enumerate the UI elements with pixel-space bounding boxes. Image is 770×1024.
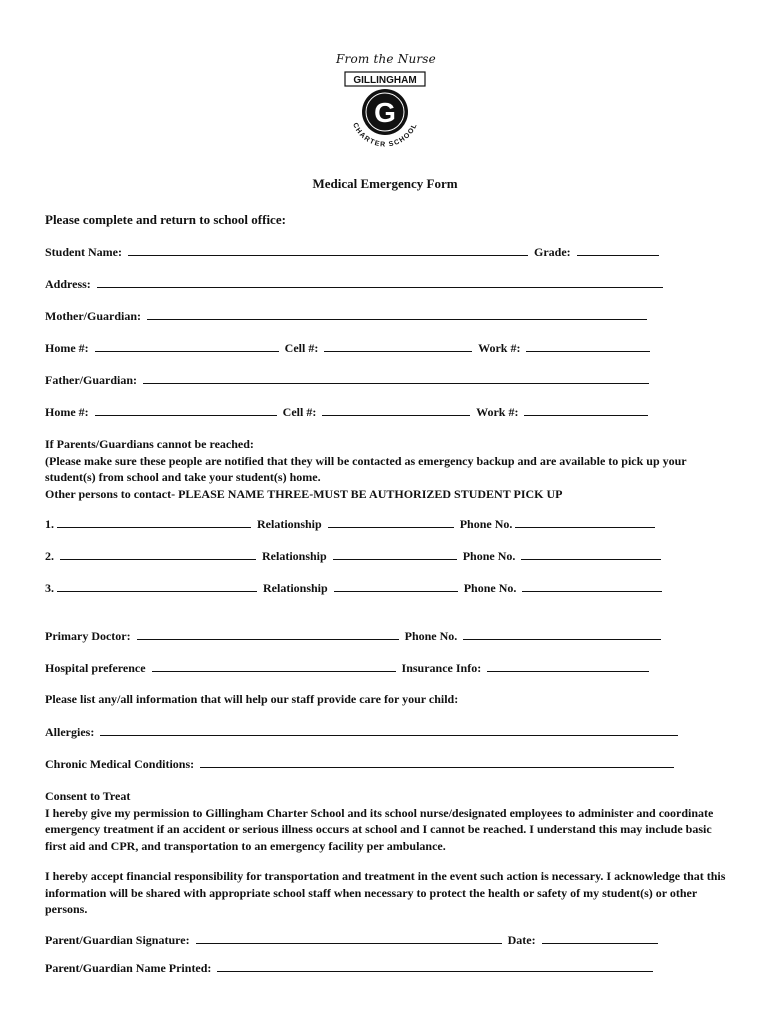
insurance-label: Insurance Info: (401, 661, 482, 675)
contact1-relationship-field[interactable] (328, 516, 454, 528)
home-phone-row-1 (45, 340, 653, 356)
chronic-row (45, 756, 677, 772)
allergies-label: Allergies: (45, 725, 95, 739)
cell1-label: Cell #: (284, 341, 319, 355)
student-name-field[interactable] (128, 244, 528, 256)
address-row (45, 276, 666, 292)
from-the-nurse-title: From the Nurse (336, 52, 436, 66)
doctor-phone-field[interactable] (463, 628, 661, 640)
mother-field[interactable] (147, 308, 647, 320)
contacts-instruction: Other persons to contact- PLEASE NAME THREE-MUST BE AUTHORIZED STUDENT PICK UP (45, 486, 563, 501)
chronic-label: Chronic Medical Conditions: (45, 757, 195, 771)
contacts-note: (Please make sure these people are notified that they will be contacted as emergency backup and are available to pick up your student(s) from school and take your student(s) home. (45, 453, 687, 484)
instruction-text: Please complete and return to school office: (45, 212, 286, 227)
home2-label: Home #: (45, 405, 89, 419)
contact2-phone-field[interactable] (521, 548, 661, 560)
form-title: Medical Emergency Form (312, 176, 458, 191)
doctor-label: Primary Doctor: (45, 629, 131, 643)
contact1-relationship-label: Relationship (257, 517, 322, 531)
home-phone-row-2 (45, 404, 651, 420)
father-row (45, 372, 652, 388)
contact1-num: 1. (45, 517, 54, 531)
contact2-phone-label: Phone No. (462, 549, 516, 563)
care-info-prompt: Please list any/all information that will help our staff provide care for your child: (45, 692, 459, 706)
insurance-field[interactable] (487, 660, 649, 672)
doctor-row (45, 628, 664, 644)
contacts-heading: If Parents/Guardians cannot be reached: (45, 437, 254, 451)
student-name-label: Student Name: (45, 245, 122, 259)
allergies-field[interactable] (100, 724, 678, 736)
work1-label: Work #: (478, 341, 521, 355)
logo-letter: G (374, 97, 396, 128)
home2-field[interactable] (95, 404, 277, 416)
financial-section (45, 868, 735, 918)
contact2-relationship-label: Relationship (262, 549, 327, 563)
hospital-field[interactable] (152, 660, 396, 672)
contact3-phone-field[interactable] (522, 580, 662, 592)
contact3-name-field[interactable] (57, 580, 257, 592)
contacts-section (45, 436, 735, 502)
chronic-field[interactable] (200, 756, 674, 768)
consent-section (45, 788, 735, 854)
contact-row-1 (45, 516, 658, 532)
student-name-row (45, 244, 662, 260)
signature-row (45, 932, 661, 948)
father-label: Father/Guardian: (45, 373, 137, 387)
contact3-relationship-label: Relationship (263, 581, 328, 595)
contact1-phone-label: Phone No. (459, 517, 513, 531)
consent-text: I hereby give my permission to Gillingham Charter School and its school nurse/designated employees to administer and coordinate emergency treatment if an accident or serious illness occurs at school and I cannot be reached. I understand this may include basic first aid and CPR, and transportation to an emergency facility per ambulance. (45, 805, 714, 853)
contact3-num: 3. (45, 581, 54, 595)
logo-arc-path-text: CHARTER SCHOOL (351, 121, 419, 149)
contact2-relationship-field[interactable] (333, 548, 457, 560)
doctor-phone-label: Phone No. (404, 629, 458, 643)
address-field[interactable] (97, 276, 663, 288)
name-printed-row (45, 960, 656, 976)
financial-text: I hereby accept financial responsibility for transportation and treatment in the event such action is necessary. I acknowledge that this information will be shared with appropriate school staff when necessary to protect the health or safety of my student(s) or other persons. (45, 869, 726, 916)
cell2-field[interactable] (322, 404, 470, 416)
address-label: Address: (45, 277, 91, 291)
signature-field[interactable] (196, 932, 502, 944)
contact2-name-field[interactable] (60, 548, 256, 560)
logo-name: GILLINGHAM (353, 75, 417, 86)
cell1-field[interactable] (324, 340, 472, 352)
grade-label: Grade: (534, 245, 571, 259)
contact-row-2 (45, 548, 664, 564)
home1-label: Home #: (45, 341, 89, 355)
contact2-num: 2. (45, 549, 54, 563)
mother-label: Mother/Guardian: (45, 309, 141, 323)
contact-row-3 (45, 580, 665, 596)
hospital-label: Hospital preference (45, 661, 146, 675)
date-label: Date: (507, 933, 536, 947)
consent-heading: Consent to Treat (45, 789, 131, 803)
name-printed-label: Parent/Guardian Name Printed: (45, 961, 212, 975)
cell2-label: Cell #: (282, 405, 317, 419)
home1-field[interactable] (95, 340, 279, 352)
signature-label: Parent/Guardian Signature: (45, 933, 190, 947)
father-field[interactable] (143, 372, 649, 384)
contact3-relationship-field[interactable] (334, 580, 458, 592)
mother-row (45, 308, 650, 324)
name-printed-field[interactable] (217, 960, 653, 972)
contact1-phone-field[interactable] (515, 516, 655, 528)
grade-field[interactable] (577, 244, 659, 256)
allergies-row (45, 724, 681, 740)
contact1-name-field[interactable] (57, 516, 251, 528)
hospital-row (45, 660, 652, 676)
doctor-field[interactable] (137, 628, 399, 640)
contact3-phone-label: Phone No. (463, 581, 517, 595)
work2-label: Work #: (476, 405, 519, 419)
date-field[interactable] (542, 932, 658, 944)
work1-field[interactable] (526, 340, 650, 352)
work2-field[interactable] (524, 404, 648, 416)
gillingham-logo (335, 66, 435, 156)
